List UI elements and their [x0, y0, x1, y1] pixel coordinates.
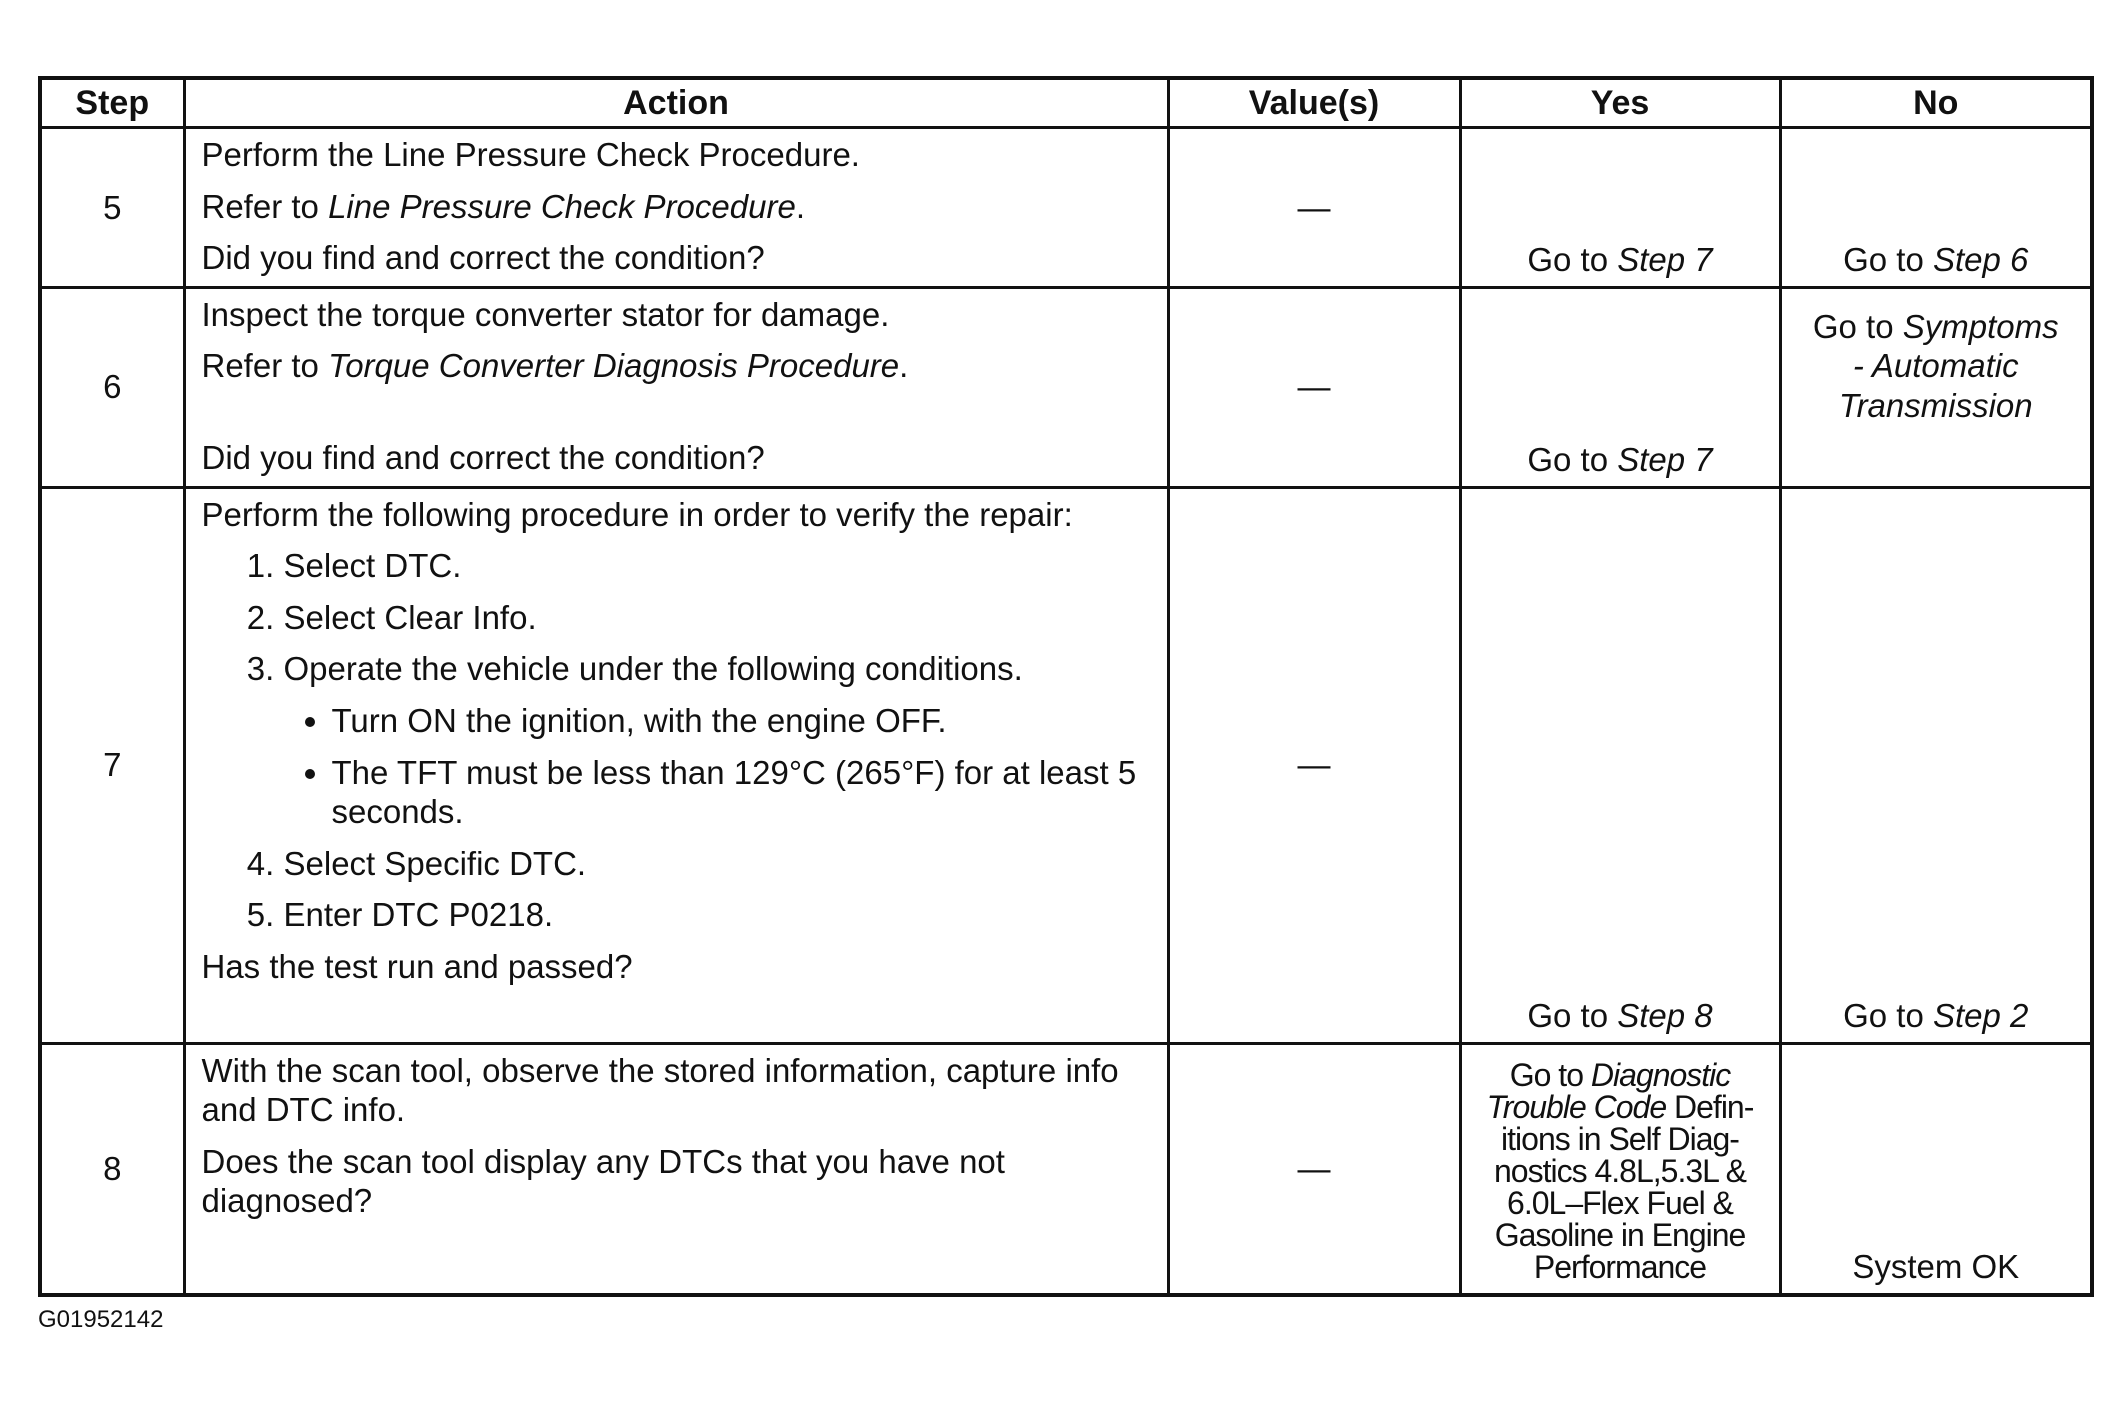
figure-id: G01952142	[38, 1306, 164, 1333]
yes-cell	[1460, 1043, 1780, 1295]
value-cell: —	[1168, 128, 1460, 288]
bullet-item: • Turn ON the ignition, with the engine OFF.	[332, 701, 1155, 741]
yes-result: Go to Step 7	[1527, 440, 1713, 478]
list-item: 4. Select Specific DTC.	[284, 844, 1155, 884]
step-number: 5	[40, 128, 184, 288]
yes-cell	[1460, 287, 1780, 487]
action-cell	[184, 487, 1168, 1043]
no-cell	[1780, 487, 2092, 1043]
action-refer: Refer to Line Pressure Check Procedure.	[201, 187, 805, 225]
table-row-step-7	[40, 487, 2092, 1043]
condition-list	[284, 701, 1155, 832]
value-cell: —	[1168, 487, 1460, 1043]
no-result: Go to Step 2	[1843, 996, 2029, 1034]
action-question: Has the test run and passed?	[201, 947, 633, 985]
action-text: Perform the Line Pressure Check Procedure.	[201, 136, 860, 173]
action-text: Inspect the torque converter stator for damage.	[201, 295, 890, 333]
header-values: Value(s)	[1168, 78, 1460, 128]
no-result: Go to Symptoms - Automatic Transmission	[1812, 307, 2059, 424]
no-cell	[1780, 1043, 2092, 1295]
yes-result: Go to Diagnostic Trouble Code Defin- itions in Self Diag- nostics 4.8L,5.3L & 6.0L–Flex Fuel & Gasoline in Engine Performance	[1486, 1056, 1754, 1285]
header-row	[40, 78, 2092, 128]
action-refer: Refer to Torque Converter Diagnosis Procedure.	[201, 347, 909, 385]
table-row-step-5	[40, 128, 2092, 288]
list-item: 2. Select Clear Info.	[284, 598, 1155, 638]
table-row-step-6	[40, 287, 2092, 487]
header-yes: Yes	[1460, 78, 1780, 128]
bullet-item: • The TFT must be less than 129°C (265°F) for at least 5 seconds.	[332, 753, 1155, 832]
value-cell: —	[1168, 287, 1460, 487]
action-question: Did you find and correct the condition?	[201, 239, 765, 277]
no-cell	[1780, 128, 2092, 288]
action-question: Does the scan tool display any DTCs that you have not diagnosed?	[201, 1142, 1005, 1220]
no-result: System OK	[1852, 1248, 2020, 1286]
action-text: With the scan tool, observe the stored information, capture info and DTC info.	[201, 1051, 1119, 1129]
action-cell	[184, 1043, 1168, 1295]
step-number: 6	[40, 287, 184, 487]
value-cell: —	[1168, 1043, 1460, 1295]
step-number: 7	[40, 487, 184, 1043]
yes-result: Go to Step 7	[1527, 241, 1713, 279]
header-action: Action	[184, 78, 1168, 128]
action-intro: Perform the following procedure in order to verify the repair:	[201, 495, 1073, 533]
header-no: No	[1780, 78, 2092, 128]
diagnostic-table	[38, 76, 2094, 1297]
action-cell	[184, 128, 1168, 288]
yes-cell	[1460, 487, 1780, 1043]
table-row-step-8	[40, 1043, 2092, 1295]
no-result: Go to Step 6	[1843, 241, 2029, 279]
list-item: 5. Enter DTC P0218.	[284, 895, 1155, 935]
action-question: Did you find and correct the condition?	[201, 438, 765, 476]
action-cell	[184, 287, 1168, 487]
yes-result: Go to Step 8	[1527, 996, 1713, 1034]
header-step: Step	[40, 78, 184, 128]
list-item: 3. Operate the vehicle under the following conditions. • Turn ON the ignition, with the engine OFF. • The TFT must be less than 129°C (265°F) for at least 5 seconds.	[284, 649, 1155, 831]
yes-cell	[1460, 128, 1780, 288]
list-item: 1. Select DTC.	[284, 546, 1155, 586]
no-cell	[1780, 287, 2092, 487]
procedure-list	[202, 546, 1155, 935]
step-number: 8	[40, 1043, 184, 1295]
